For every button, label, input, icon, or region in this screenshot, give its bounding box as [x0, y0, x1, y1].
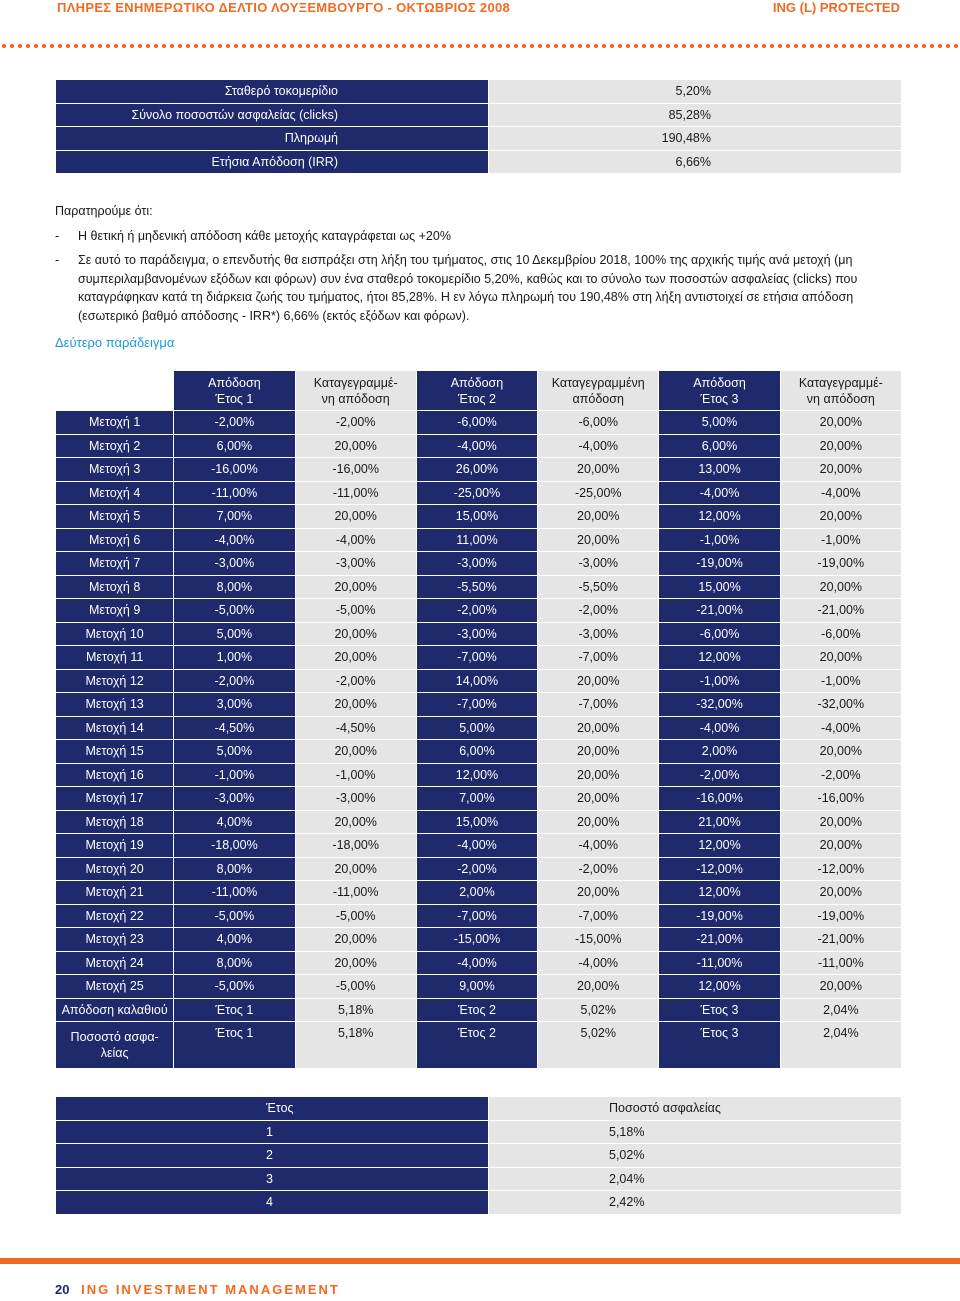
value-cell: -6,00%	[416, 411, 537, 435]
table-footer-row	[56, 1022, 902, 1069]
value-cell: 20,00%	[538, 881, 659, 905]
footer-value-cell: 2,04%	[780, 1022, 901, 1069]
value-cell: -2,00%	[416, 599, 537, 623]
value-cell: -19,00%	[659, 904, 780, 928]
stock-label: Μετοχή 19	[56, 834, 174, 858]
stock-label: Μετοχή 10	[56, 622, 174, 646]
value-cell: -11,00%	[295, 881, 416, 905]
value-cell: -4,00%	[538, 834, 659, 858]
footer-value-cell: Έτος 3	[659, 998, 780, 1022]
header-corner	[56, 371, 174, 411]
value-cell: 20,00%	[538, 810, 659, 834]
value-cell: 15,00%	[416, 505, 537, 529]
table-row	[56, 481, 902, 505]
value-cell: -7,00%	[416, 646, 537, 670]
stock-label: Μετοχή 8	[56, 575, 174, 599]
stock-label: Μετοχή 25	[56, 975, 174, 999]
value-cell: 12,00%	[416, 763, 537, 787]
value-cell: 12,00%	[659, 881, 780, 905]
value-cell: -5,00%	[174, 904, 295, 928]
column-header	[295, 371, 416, 411]
stock-label: Μετοχή 15	[56, 740, 174, 764]
table-row	[56, 505, 902, 529]
note-bullet-1	[55, 227, 905, 246]
table-row	[56, 552, 902, 576]
value-cell: 7,00%	[174, 505, 295, 529]
column-header-line: Απόδοση	[693, 375, 746, 390]
footer-bar	[0, 1258, 960, 1264]
table-row	[56, 528, 902, 552]
value-cell: -4,00%	[538, 434, 659, 458]
value-cell: 20,00%	[295, 928, 416, 952]
value-cell: 1,00%	[174, 646, 295, 670]
value-cell: -4,00%	[538, 951, 659, 975]
value-cell: -18,00%	[295, 834, 416, 858]
value-cell: -7,00%	[416, 693, 537, 717]
value-cell: -19,00%	[780, 904, 901, 928]
value-cell: -4,00%	[416, 434, 537, 458]
value-cell: -21,00%	[780, 928, 901, 952]
value-cell: 20,00%	[295, 505, 416, 529]
value-cell: 8,00%	[174, 857, 295, 881]
value-cell: -32,00%	[659, 693, 780, 717]
value-cell: -2,00%	[295, 411, 416, 435]
value-cell: -32,00%	[780, 693, 901, 717]
value-cell: 20,00%	[538, 669, 659, 693]
table-row	[56, 1167, 902, 1191]
bullet-text: Σε αυτό το παράδειγμα, ο επενδυτής θα εισπράξει στη λήξη του τμήματος, στις 10 Δεκεμβρίου 2018, 100% της αρχικής τιμής ανά μετοχή (μη συμπεριλαμβανομένων εξόδων και φόρων) συν ένα σταθερό τοκομερίδιο 5,20%, καθώς και το σύνολο των ποσοστών ασφαλείας (clicks) που καταγράφηκαν κατά τη διάρκεια ζωής του τμήματος, ήτοι 85,28%. Η εν λόγω πληρωμή του 190,48% στη λήξη αντιστοιχεί σε ετήσια απόδοση (εσωτερικό βαθμό απόδοσης - IRR*) 6,66% (εκτός εξόδων και φόρων).	[78, 253, 858, 323]
footer-value-cell: Έτος 1	[174, 1022, 295, 1069]
value-cell: -21,00%	[780, 599, 901, 623]
value-cell: 20,00%	[780, 505, 901, 529]
value-cell: 5,00%	[416, 716, 537, 740]
value-cell: -6,00%	[538, 411, 659, 435]
value-cell: 12,00%	[659, 646, 780, 670]
value-cell: -19,00%	[659, 552, 780, 576]
value-cell: -3,00%	[174, 787, 295, 811]
footer-label	[56, 1022, 174, 1069]
value-cell: -5,00%	[295, 904, 416, 928]
value-cell: -19,00%	[780, 552, 901, 576]
column-header	[538, 371, 659, 411]
column-header-year: Έτος	[56, 1097, 489, 1121]
value-cell: 20,00%	[538, 528, 659, 552]
value-cell: -1,00%	[659, 528, 780, 552]
table-row	[56, 975, 902, 999]
stock-label: Μετοχή 5	[56, 505, 174, 529]
column-header-line: Απόδοση	[450, 375, 504, 390]
table-row	[56, 928, 902, 952]
value-cell: -3,00%	[416, 622, 537, 646]
value-cell: -1,00%	[780, 528, 901, 552]
percent-cell: 2,42%	[489, 1191, 902, 1215]
header-title: ΠΛΗΡΕΣ ΕΝΗΜΕΡΩΤΙΚΟ ΔΕΛΤΙΟ ΛΟΥΞΕΜΒΟΥΡΓΟ - ΟΚΤΩΒΡΙΟΣ 2008	[57, 0, 511, 15]
value-cell: 20,00%	[538, 975, 659, 999]
value-cell: 14,00%	[416, 669, 537, 693]
table-row	[56, 857, 902, 881]
value-cell: 15,00%	[659, 575, 780, 599]
table-header-row	[56, 1097, 902, 1121]
table-row	[56, 103, 902, 127]
stock-label: Μετοχή 22	[56, 904, 174, 928]
footer-value-cell: Έτος 2	[416, 998, 537, 1022]
stock-label: Μετοχή 3	[56, 458, 174, 482]
value-cell: -4,00%	[416, 834, 537, 858]
value-cell: -4,00%	[780, 481, 901, 505]
table-row	[56, 1144, 902, 1168]
table-header-row	[56, 371, 902, 411]
value-cell: 20,00%	[295, 857, 416, 881]
table-row	[56, 622, 902, 646]
stocks-table	[55, 370, 902, 1069]
stock-label: Μετοχή 2	[56, 434, 174, 458]
table-row	[56, 904, 902, 928]
value-cell: -16,00%	[174, 458, 295, 482]
value-cell: -2,00%	[659, 763, 780, 787]
value-cell: -5,50%	[538, 575, 659, 599]
value-cell: -4,50%	[295, 716, 416, 740]
table-row	[56, 646, 902, 670]
value-cell: 20,00%	[295, 951, 416, 975]
note-bullet-2	[55, 251, 905, 325]
bullet-dash: -	[55, 229, 60, 243]
value-cell: -1,00%	[780, 669, 901, 693]
value-cell: -16,00%	[295, 458, 416, 482]
stock-label: Μετοχή 21	[56, 881, 174, 905]
value-cell: -2,00%	[416, 857, 537, 881]
value-cell: 20,00%	[295, 693, 416, 717]
bullet-dash: -	[55, 253, 60, 267]
footer-brand: ING INVESTMENT MANAGEMENT	[81, 1282, 340, 1297]
percent-cell: 5,18%	[489, 1120, 902, 1144]
stock-label: Μετοχή 9	[56, 599, 174, 623]
value-cell: -4,00%	[780, 716, 901, 740]
value-cell: 8,00%	[174, 951, 295, 975]
value-cell: -5,50%	[416, 575, 537, 599]
value-cell: 15,00%	[416, 810, 537, 834]
table-row	[56, 716, 902, 740]
value-cell: 20,00%	[780, 646, 901, 670]
value-cell: 20,00%	[295, 434, 416, 458]
value-cell: -4,00%	[659, 481, 780, 505]
value-cell: 20,00%	[780, 881, 901, 905]
table-row	[56, 127, 902, 151]
value-cell: 11,00%	[416, 528, 537, 552]
stock-label: Μετοχή 24	[56, 951, 174, 975]
value-cell: -1,00%	[174, 763, 295, 787]
value-cell: 12,00%	[659, 834, 780, 858]
value-cell: 20,00%	[780, 834, 901, 858]
years-table	[55, 1096, 902, 1215]
table-row	[56, 599, 902, 623]
table-row	[56, 575, 902, 599]
table-row	[56, 951, 902, 975]
value-cell: -7,00%	[416, 904, 537, 928]
value-cell: 20,00%	[780, 575, 901, 599]
value-cell: 13,00%	[659, 458, 780, 482]
value-cell: 20,00%	[538, 787, 659, 811]
value-cell: -11,00%	[295, 481, 416, 505]
year-cell: 1	[56, 1120, 489, 1144]
page-number: 20	[55, 1282, 70, 1297]
table-row	[56, 1191, 902, 1215]
stock-label: Μετοχή 18	[56, 810, 174, 834]
section-title: Δεύτερο παράδειγμα	[55, 335, 175, 350]
stock-label: Μετοχή 23	[56, 928, 174, 952]
value-cell: 3,00%	[174, 693, 295, 717]
value-cell: 20,00%	[780, 458, 901, 482]
value-cell: -12,00%	[780, 857, 901, 881]
value-cell: 8,00%	[174, 575, 295, 599]
stock-label: Μετοχή 11	[56, 646, 174, 670]
value-cell: -7,00%	[538, 693, 659, 717]
value-cell: 20,00%	[538, 458, 659, 482]
value-cell: 6,00%	[174, 434, 295, 458]
value-cell: -16,00%	[780, 787, 901, 811]
value-cell: 20,00%	[538, 763, 659, 787]
value-cell: 5,00%	[174, 740, 295, 764]
table-row	[56, 881, 902, 905]
value-cell: 6,00%	[659, 434, 780, 458]
summary-value: 85,28%	[489, 103, 902, 127]
value-cell: -7,00%	[538, 904, 659, 928]
footer-value-cell: 5,18%	[295, 1022, 416, 1069]
value-cell: 12,00%	[659, 505, 780, 529]
column-header	[659, 371, 780, 411]
value-cell: 20,00%	[538, 740, 659, 764]
table-row	[56, 1120, 902, 1144]
value-cell: -1,00%	[295, 763, 416, 787]
value-cell: 4,00%	[174, 810, 295, 834]
column-header-line: απόδοση	[572, 391, 624, 406]
year-cell: 2	[56, 1144, 489, 1168]
value-cell: -3,00%	[416, 552, 537, 576]
footer-value-cell: Έτος 1	[174, 998, 295, 1022]
value-cell: -15,00%	[416, 928, 537, 952]
footer-value-cell: 5,02%	[538, 1022, 659, 1069]
summary-label: Σύνολο ποσοστών ασφαλείας (clicks)	[56, 103, 489, 127]
stock-label: Μετοχή 20	[56, 857, 174, 881]
stock-label: Μετοχή 4	[56, 481, 174, 505]
value-cell: -11,00%	[659, 951, 780, 975]
table-row	[56, 434, 902, 458]
value-cell: -6,00%	[780, 622, 901, 646]
value-cell: -4,00%	[659, 716, 780, 740]
value-cell: -12,00%	[659, 857, 780, 881]
table-row	[56, 810, 902, 834]
value-cell: -3,00%	[295, 552, 416, 576]
dotted-divider	[0, 42, 960, 50]
value-cell: -3,00%	[538, 622, 659, 646]
value-cell: -5,00%	[174, 599, 295, 623]
value-cell: -2,00%	[295, 669, 416, 693]
summary-value: 6,66%	[489, 150, 902, 174]
value-cell: -25,00%	[416, 481, 537, 505]
value-cell: -6,00%	[659, 622, 780, 646]
value-cell: 20,00%	[538, 505, 659, 529]
summary-label: Σταθερό τοκομερίδιο	[56, 80, 489, 104]
value-cell: 20,00%	[780, 975, 901, 999]
value-cell: -4,00%	[174, 528, 295, 552]
footer-value-cell: Έτος 2	[416, 1022, 537, 1069]
stock-label: Μετοχή 1	[56, 411, 174, 435]
footer-value-cell: 2,04%	[780, 998, 901, 1022]
value-cell: -2,00%	[538, 599, 659, 623]
column-header	[174, 371, 295, 411]
summary-value: 5,20%	[489, 80, 902, 104]
value-cell: 20,00%	[780, 810, 901, 834]
page-header	[0, 0, 960, 20]
bullet-text: Η θετική ή μηδενική απόδοση κάθε μετοχής καταγράφεται ως +20%	[78, 229, 451, 243]
summary-table	[55, 79, 902, 174]
footer-value-cell: 5,18%	[295, 998, 416, 1022]
value-cell: -7,00%	[538, 646, 659, 670]
footer-label-line: Ποσοστό ασφα-	[70, 1030, 159, 1044]
table-footer-row	[56, 998, 902, 1022]
value-cell: 20,00%	[538, 716, 659, 740]
table-row	[56, 80, 902, 104]
table-row	[56, 763, 902, 787]
footer-label-line: λείας	[100, 1046, 129, 1060]
value-cell: -16,00%	[659, 787, 780, 811]
value-cell: -15,00%	[538, 928, 659, 952]
column-header-percent: Ποσοστό ασφαλείας	[489, 1097, 902, 1121]
footer-label: Απόδοση καλαθιού	[56, 998, 174, 1022]
percent-cell: 5,02%	[489, 1144, 902, 1168]
column-header-line: νη απόδοση	[806, 391, 875, 406]
column-header-line: Έτος 1	[215, 391, 254, 406]
value-cell: -5,00%	[295, 599, 416, 623]
value-cell: 20,00%	[780, 411, 901, 435]
value-cell: 2,00%	[416, 881, 537, 905]
stock-label: Μετοχή 7	[56, 552, 174, 576]
value-cell: 20,00%	[295, 622, 416, 646]
value-cell: -5,00%	[295, 975, 416, 999]
value-cell: -4,00%	[416, 951, 537, 975]
value-cell: -11,00%	[780, 951, 901, 975]
table-row	[56, 669, 902, 693]
table-row	[56, 693, 902, 717]
notes-intro: Παρατηρούμε ότι:	[55, 204, 153, 218]
column-header-line: Καταγεγραμμέ-	[798, 375, 883, 390]
column-header	[780, 371, 901, 411]
summary-value: 190,48%	[489, 127, 902, 151]
value-cell: -2,00%	[174, 411, 295, 435]
value-cell: 20,00%	[780, 740, 901, 764]
value-cell: -11,00%	[174, 881, 295, 905]
value-cell: 9,00%	[416, 975, 537, 999]
column-header-line: Έτος 2	[457, 391, 496, 406]
value-cell: -25,00%	[538, 481, 659, 505]
value-cell: -2,00%	[780, 763, 901, 787]
value-cell: -2,00%	[174, 669, 295, 693]
stock-label: Μετοχή 12	[56, 669, 174, 693]
value-cell: 21,00%	[659, 810, 780, 834]
footer-value-cell: Έτος 3	[659, 1022, 780, 1069]
year-cell: 4	[56, 1191, 489, 1215]
summary-label: Ετήσια Απόδοση (IRR)	[56, 150, 489, 174]
year-cell: 3	[56, 1167, 489, 1191]
table-row	[56, 834, 902, 858]
percent-cell: 2,04%	[489, 1167, 902, 1191]
value-cell: -21,00%	[659, 928, 780, 952]
column-header	[416, 371, 537, 411]
stock-label: Μετοχή 6	[56, 528, 174, 552]
value-cell: -2,00%	[538, 857, 659, 881]
value-cell: 20,00%	[295, 646, 416, 670]
table-row	[56, 787, 902, 811]
value-cell: 20,00%	[295, 740, 416, 764]
stock-label: Μετοχή 14	[56, 716, 174, 740]
value-cell: -11,00%	[174, 481, 295, 505]
column-header-line: Έτος 3	[700, 391, 739, 406]
stock-label: Μετοχή 17	[56, 787, 174, 811]
summary-label: Πληρωμή	[56, 127, 489, 151]
value-cell: -21,00%	[659, 599, 780, 623]
footer-value-cell: 5,02%	[538, 998, 659, 1022]
value-cell: 4,00%	[174, 928, 295, 952]
value-cell: 7,00%	[416, 787, 537, 811]
column-header-line: Καταγεγραμμέ-	[313, 375, 398, 390]
value-cell: -4,00%	[295, 528, 416, 552]
value-cell: -3,00%	[174, 552, 295, 576]
value-cell: 26,00%	[416, 458, 537, 482]
value-cell: -3,00%	[538, 552, 659, 576]
value-cell: 20,00%	[295, 810, 416, 834]
column-header-line: νη απόδοση	[321, 391, 390, 406]
value-cell: -5,00%	[174, 975, 295, 999]
page-footer	[55, 1282, 340, 1297]
value-cell: -1,00%	[659, 669, 780, 693]
column-header-line: Απόδοση	[208, 375, 261, 390]
value-cell: -3,00%	[295, 787, 416, 811]
value-cell: 20,00%	[295, 575, 416, 599]
header-product: ING (L) PROTECTED	[772, 0, 900, 15]
value-cell: 20,00%	[780, 434, 901, 458]
table-row	[56, 150, 902, 174]
value-cell: -18,00%	[174, 834, 295, 858]
value-cell: 5,00%	[174, 622, 295, 646]
table-row	[56, 740, 902, 764]
value-cell: -4,50%	[174, 716, 295, 740]
value-cell: 5,00%	[659, 411, 780, 435]
value-cell: 6,00%	[416, 740, 537, 764]
column-header-line: Καταγεγραμμένη	[551, 375, 645, 390]
table-row	[56, 458, 902, 482]
stock-label: Μετοχή 13	[56, 693, 174, 717]
value-cell: 12,00%	[659, 975, 780, 999]
stock-label: Μετοχή 16	[56, 763, 174, 787]
table-row	[56, 411, 902, 435]
value-cell: 2,00%	[659, 740, 780, 764]
